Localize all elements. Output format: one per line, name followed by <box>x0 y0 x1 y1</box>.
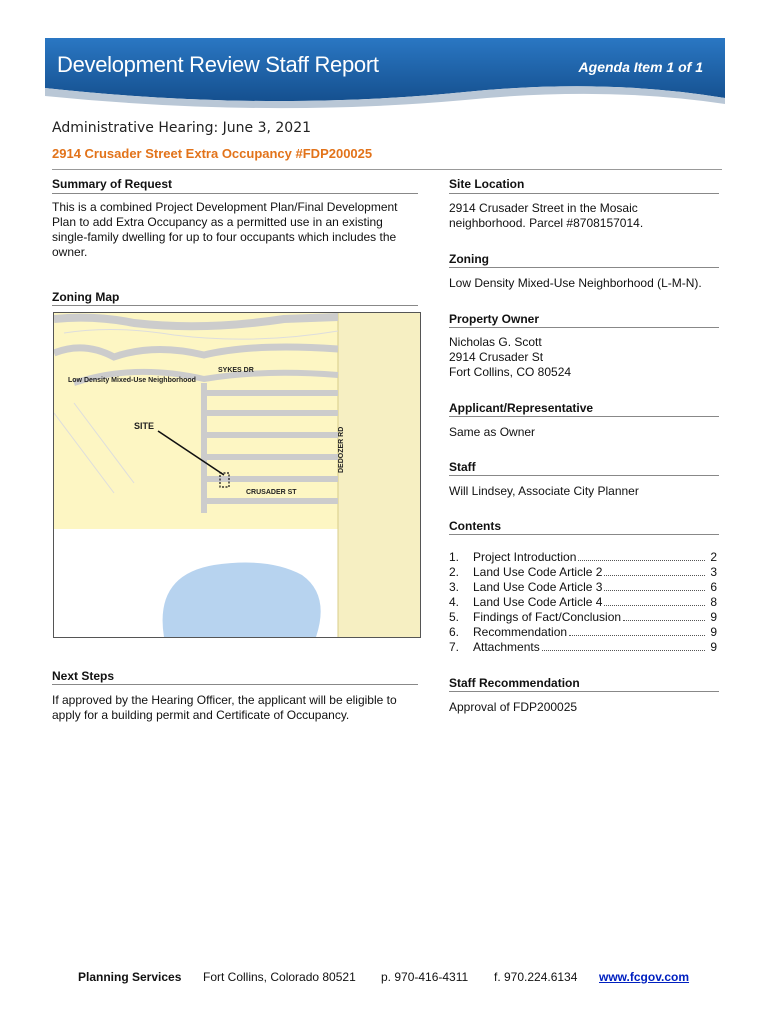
project-title: 2914 Crusader Street Extra Occupancy #FDP200025 <box>52 146 373 161</box>
zoning-text: Low Density Mixed-Use Neighborhood (L-M-N). <box>449 276 702 290</box>
map-label-sykes: SYKES DR <box>218 367 254 374</box>
toc-number: 2. <box>449 565 460 579</box>
toc-title: Project Introduction <box>473 550 577 564</box>
toc-page: 2 <box>710 550 717 564</box>
toc-number: 4. <box>449 595 460 609</box>
site-location-heading: Site Location <box>449 177 525 191</box>
property-owner-divider <box>449 327 719 328</box>
staff-recommendation-divider <box>449 691 719 692</box>
toc-leader <box>578 559 705 561</box>
toc-page: 9 <box>710 625 717 639</box>
toc-title: Attachments <box>473 640 540 654</box>
toc-entry[interactable] <box>449 580 717 595</box>
toc-leader <box>604 604 705 606</box>
title-divider <box>52 169 722 170</box>
summary-line: Plan to add Extra Occupancy as a permitted use in an existing <box>52 215 383 229</box>
summary-heading: Summary of Request <box>52 177 173 191</box>
applicant-divider <box>449 416 719 417</box>
toc-entry[interactable] <box>449 640 717 655</box>
staff-heading: Staff <box>449 460 476 474</box>
toc-entry[interactable] <box>449 565 717 580</box>
map-label-zone: Low Density Mixed-Use Neighborhood <box>68 377 196 384</box>
map-label-dedozer: DEDOZER RD <box>338 426 345 473</box>
toc-number: 3. <box>449 580 460 594</box>
zoning-map <box>53 312 421 638</box>
map-label-crusader: CRUSADER ST <box>246 489 297 496</box>
report-banner <box>45 38 725 110</box>
map-label-site: SITE <box>134 421 155 431</box>
zoning-map-heading: Zoning Map <box>52 290 120 304</box>
toc-leader <box>569 634 705 636</box>
zoning-heading: Zoning <box>449 252 489 266</box>
toc-page: 9 <box>710 610 717 624</box>
zoning-map-image <box>54 313 420 637</box>
toc-number: 7. <box>449 640 460 654</box>
toc-number: 6. <box>449 625 460 639</box>
next-steps-heading: Next Steps <box>52 669 115 683</box>
hearing-date: Administrative Hearing: June 3, 2021 <box>52 120 312 136</box>
footer-website-link[interactable]: www.fcgov.com <box>599 970 690 984</box>
agenda-item: Agenda Item 1 of 1 <box>578 59 703 75</box>
applicant-text: Same as Owner <box>449 425 536 439</box>
property-owner-text <box>449 335 571 380</box>
toc-page: 8 <box>710 595 717 609</box>
toc-entry[interactable] <box>449 625 717 640</box>
next-steps-line: apply for a building permit and Certificate of Occupancy. <box>52 708 350 722</box>
owner-line: 2914 Crusader St <box>449 350 544 364</box>
toc-title: Land Use Code Article 4 <box>473 595 603 609</box>
staff-divider <box>449 475 719 476</box>
toc-page: 9 <box>710 640 717 654</box>
toc-title: Findings of Fact/Conclusion <box>473 610 622 624</box>
summary-line: single-family dwelling for up to four occupants which includes the <box>52 230 397 244</box>
contents-divider <box>449 534 719 535</box>
applicant-heading: Applicant/Representative <box>449 401 594 415</box>
toc-title: Land Use Code Article 2 <box>473 565 603 579</box>
staff-text: Will Lindsey, Associate City Planner <box>449 484 639 498</box>
footer-fax: f. 970.224.6134 <box>494 970 578 984</box>
staff-recommendation-text: Approval of FDP200025 <box>449 700 578 714</box>
toc-leader <box>604 589 705 591</box>
site-location-divider <box>449 193 719 194</box>
report-title: Development Review Staff Report <box>57 52 379 77</box>
next-steps-text <box>52 693 397 723</box>
footer-phone: p. 970-416-4311 <box>381 970 469 984</box>
footer-department: Planning Services <box>78 970 182 984</box>
site-location-line: neighborhood. Parcel #8708157014. <box>449 216 644 230</box>
summary-line: This is a combined Project Development Plan/Final Development <box>52 200 398 214</box>
toc-page: 6 <box>710 580 717 594</box>
toc-leader <box>542 649 705 651</box>
zoning-divider <box>449 267 719 268</box>
summary-divider <box>52 193 418 194</box>
site-location-text <box>449 201 643 231</box>
toc-leader <box>604 574 705 576</box>
contents-heading: Contents <box>449 519 501 533</box>
toc-title: Recommendation <box>473 625 568 639</box>
summary-text <box>52 200 398 260</box>
toc-page: 3 <box>710 565 717 579</box>
summary-line: owner. <box>52 245 88 259</box>
zoning-map-divider <box>52 305 418 306</box>
staff-recommendation-heading: Staff Recommendation <box>449 676 580 690</box>
table-of-contents <box>449 550 717 655</box>
toc-title: Land Use Code Article 3 <box>473 580 603 594</box>
toc-leader <box>623 619 705 621</box>
site-location-line: 2914 Crusader Street in the Mosaic <box>449 201 638 215</box>
toc-entry[interactable] <box>449 595 717 610</box>
owner-line: Fort Collins, CO 80524 <box>449 365 572 379</box>
owner-line: Nicholas G. Scott <box>449 335 542 349</box>
footer-city: Fort Collins, Colorado 80521 <box>203 970 356 984</box>
toc-number: 5. <box>449 610 460 624</box>
next-steps-line: If approved by the Hearing Officer, the applicant will be eligible to <box>52 693 397 707</box>
toc-number: 1. <box>449 550 460 564</box>
next-steps-divider <box>52 684 418 685</box>
property-owner-heading: Property Owner <box>449 312 540 326</box>
toc-entry[interactable] <box>449 610 717 625</box>
toc-entry[interactable] <box>449 550 717 565</box>
